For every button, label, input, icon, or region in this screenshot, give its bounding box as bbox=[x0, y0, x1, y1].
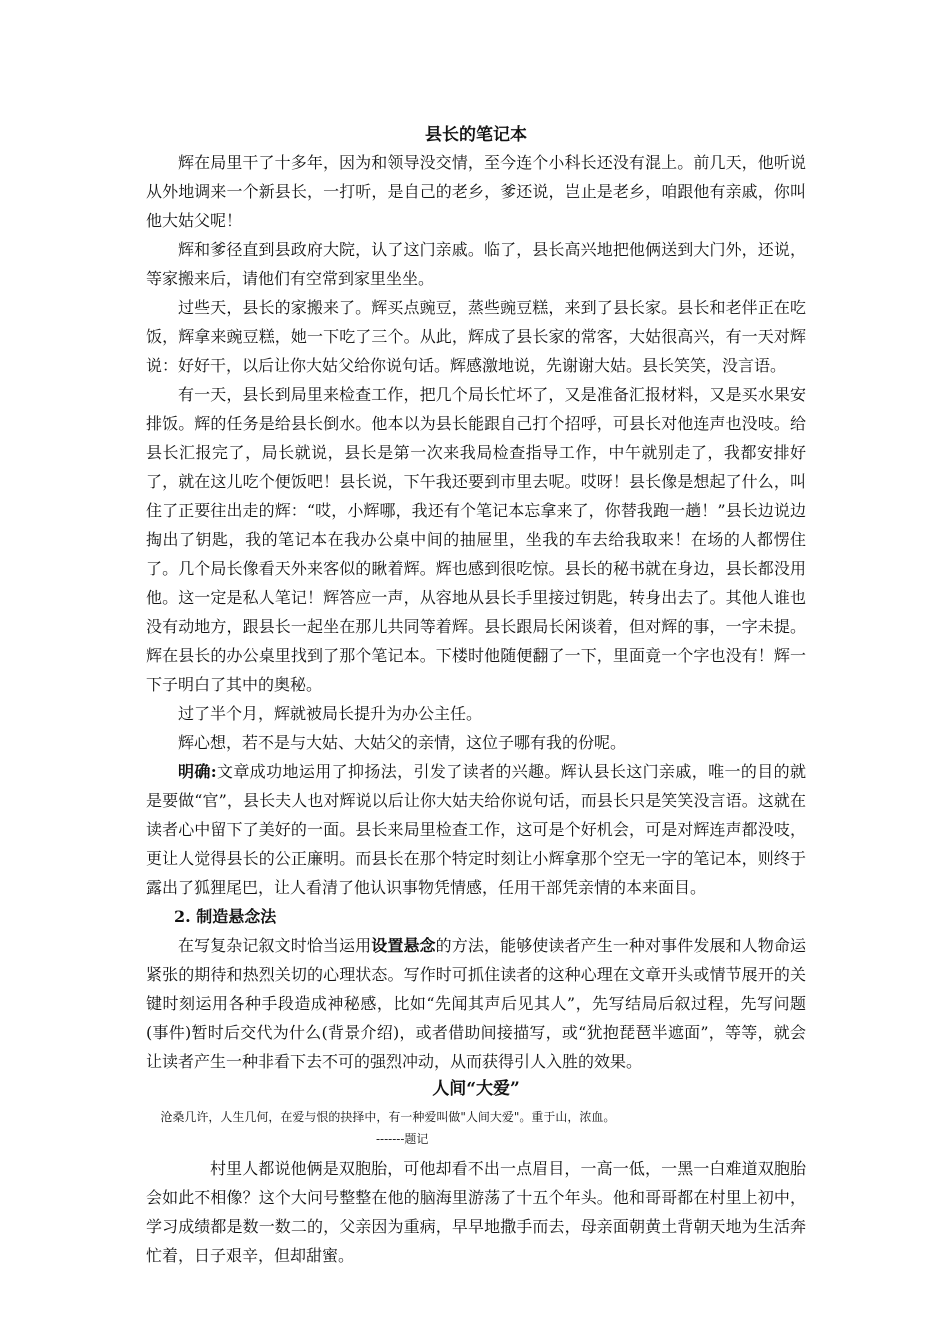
section-text-before: 在写复杂记叙文时恰当运用 bbox=[178, 936, 372, 955]
story-paragraph: 过些天，县长的家搬来了。辉买点豌豆，蒸些豌豆糕，来到了县长家。县长和老伴正在吃饭，辉拿来豌豆糕，她一下吃了三个。从此，辉成了县长家的常客，大姑很高兴，有一天对辉说：好好干，以后让你大姑父给你说句话。辉感激地说，先谢谢大姑。县长笑笑，没言语。 bbox=[146, 298, 806, 375]
epigraph-signature: -------题记 bbox=[376, 1132, 429, 1146]
story-paragraph: 辉和爹径直到县政府大院，认了这门亲戚。临了，县长高兴地把他俩送到大门外，还说，等家搬来后，请他们有空常到家里坐坐。 bbox=[146, 240, 806, 288]
section-heading: 2. 制造悬念法 bbox=[174, 907, 277, 926]
article-title: 县长的笔记本 bbox=[425, 125, 527, 145]
section-bold-term: 设置悬念 bbox=[371, 936, 436, 955]
story-paragraph: 辉心想，若不是与大姑、大姑父的亲情，这位子哪有我的份呢。 bbox=[178, 733, 627, 752]
section-text-after: 的方法，能够使读者产生一种对事件发展和人物命运紧张的期待和热烈关切的心理状态。写作时可抓住读者的这种心理在文章开头或情节展开的关键时刻运用各种手段造成神秘感，比如“先闻其声后见其人”，先写结局后叙过程，先写问题(事件)暂时后交代为什么(背景介绍)，或者借助间接描写，或“犹抱琵琶半遮面”，等等，就会让读者产生一种非看下去不可的强烈冲动，从而获得引人入胜的效果。 bbox=[146, 936, 806, 1071]
analysis-text: 文章成功地运用了抑扬法，引发了读者的兴趣。辉认县长这门亲戚，唯一的目的就是要做“官”，县长夫人也对辉说以后让你大姑夫给你说句话，而县长只是笑笑没言语。这就在读者心中留下了美好的一面。县长来局里检查工作，这可是个好机会，可是对辉连声都没吱，更让人觉得县长的公正廉明。而县长在那个特定时刻让小辉拿那个空无一字的笔记本，则终于露出了狐狸尾巴，让人看清了他认识事物凭情感，任用干部凭亲情的本来面目。 bbox=[146, 762, 806, 897]
section-paragraph bbox=[146, 931, 806, 1076]
story-paragraph: 村里人都说他俩是双胞胎，可他却看不出一点眉目，一高一低，一黑一白难道双胞胎会如此不相像？这个大问号整整在他的脑海里游荡了十五个年头。他和哥哥都在村里上初中，学习成绩都是数一数二的，父亲因为重病，早早地撒手而去，母亲面朝黄土背朝天地为生活奔忙着，日子艰辛，但却甜蜜。 bbox=[146, 1159, 806, 1265]
story-paragraph: 过了半个月，辉就被局长提升为办公主任。 bbox=[178, 704, 483, 723]
document-page bbox=[146, 122, 806, 1270]
epigraph: 沧桑几许，人生几何，在爱与恨的抉择中，有一种爱叫做"人间大爱"。重于山，浓血。 bbox=[160, 1110, 616, 1124]
story-paragraph: 辉在局里干了十多年，因为和领导没交情，至今连个小科长还没有混上。前几天，他听说从外地调来一个新县长，一打听，是自己的老乡，爹还说，岂止是老乡，咱跟他有亲戚，你叫他大姑父呢！ bbox=[146, 153, 806, 230]
analysis-paragraph bbox=[146, 757, 806, 902]
article2-title: 人间“大爱” bbox=[432, 1079, 520, 1099]
analysis-label: 明确: bbox=[178, 762, 217, 781]
story-paragraph: 有一天，县长到局里来检查工作，把几个局长忙坏了，又是准备汇报材料，又是买水果安排饭。辉的任务是给县长倒水。他本以为县长能跟自己打个招呼，可县长对他连声也没吱。给县长汇报完了，局长就说，县长是第一次来我局检查指导工作，中午就别走了，我都安排好了，就在这儿吃个便饭吧！县长说，下午我还要到市里去呢。哎呀！县长像是想起了什么，叫住了正要往出走的辉：“哎，小辉哪，我还有个笔记本忘拿来了，你替我跑一趟！”县长边说边掏出了钥匙，我的笔记本在我办公桌中间的抽屉里，坐我的车去给我取来！在场的人都愣住了。几个局长像看天外来客似的瞅着辉。辉也感到很吃惊。县长的秘书就在身边，县长都没用他。这一定是私人笔记！辉答应一声，从容地从县长手里接过钥匙，转身出去了。其他人谁也没有动地方，跟县长一起坐在那儿共同等着辉。县长跟局长闲谈着，但对辉的事，一字未提。辉在县长的办公桌里找到了那个笔记本。下楼时他随便翻了一下，里面竟一个字也没有！辉一下子明白了其中的奥秘。 bbox=[146, 385, 806, 694]
